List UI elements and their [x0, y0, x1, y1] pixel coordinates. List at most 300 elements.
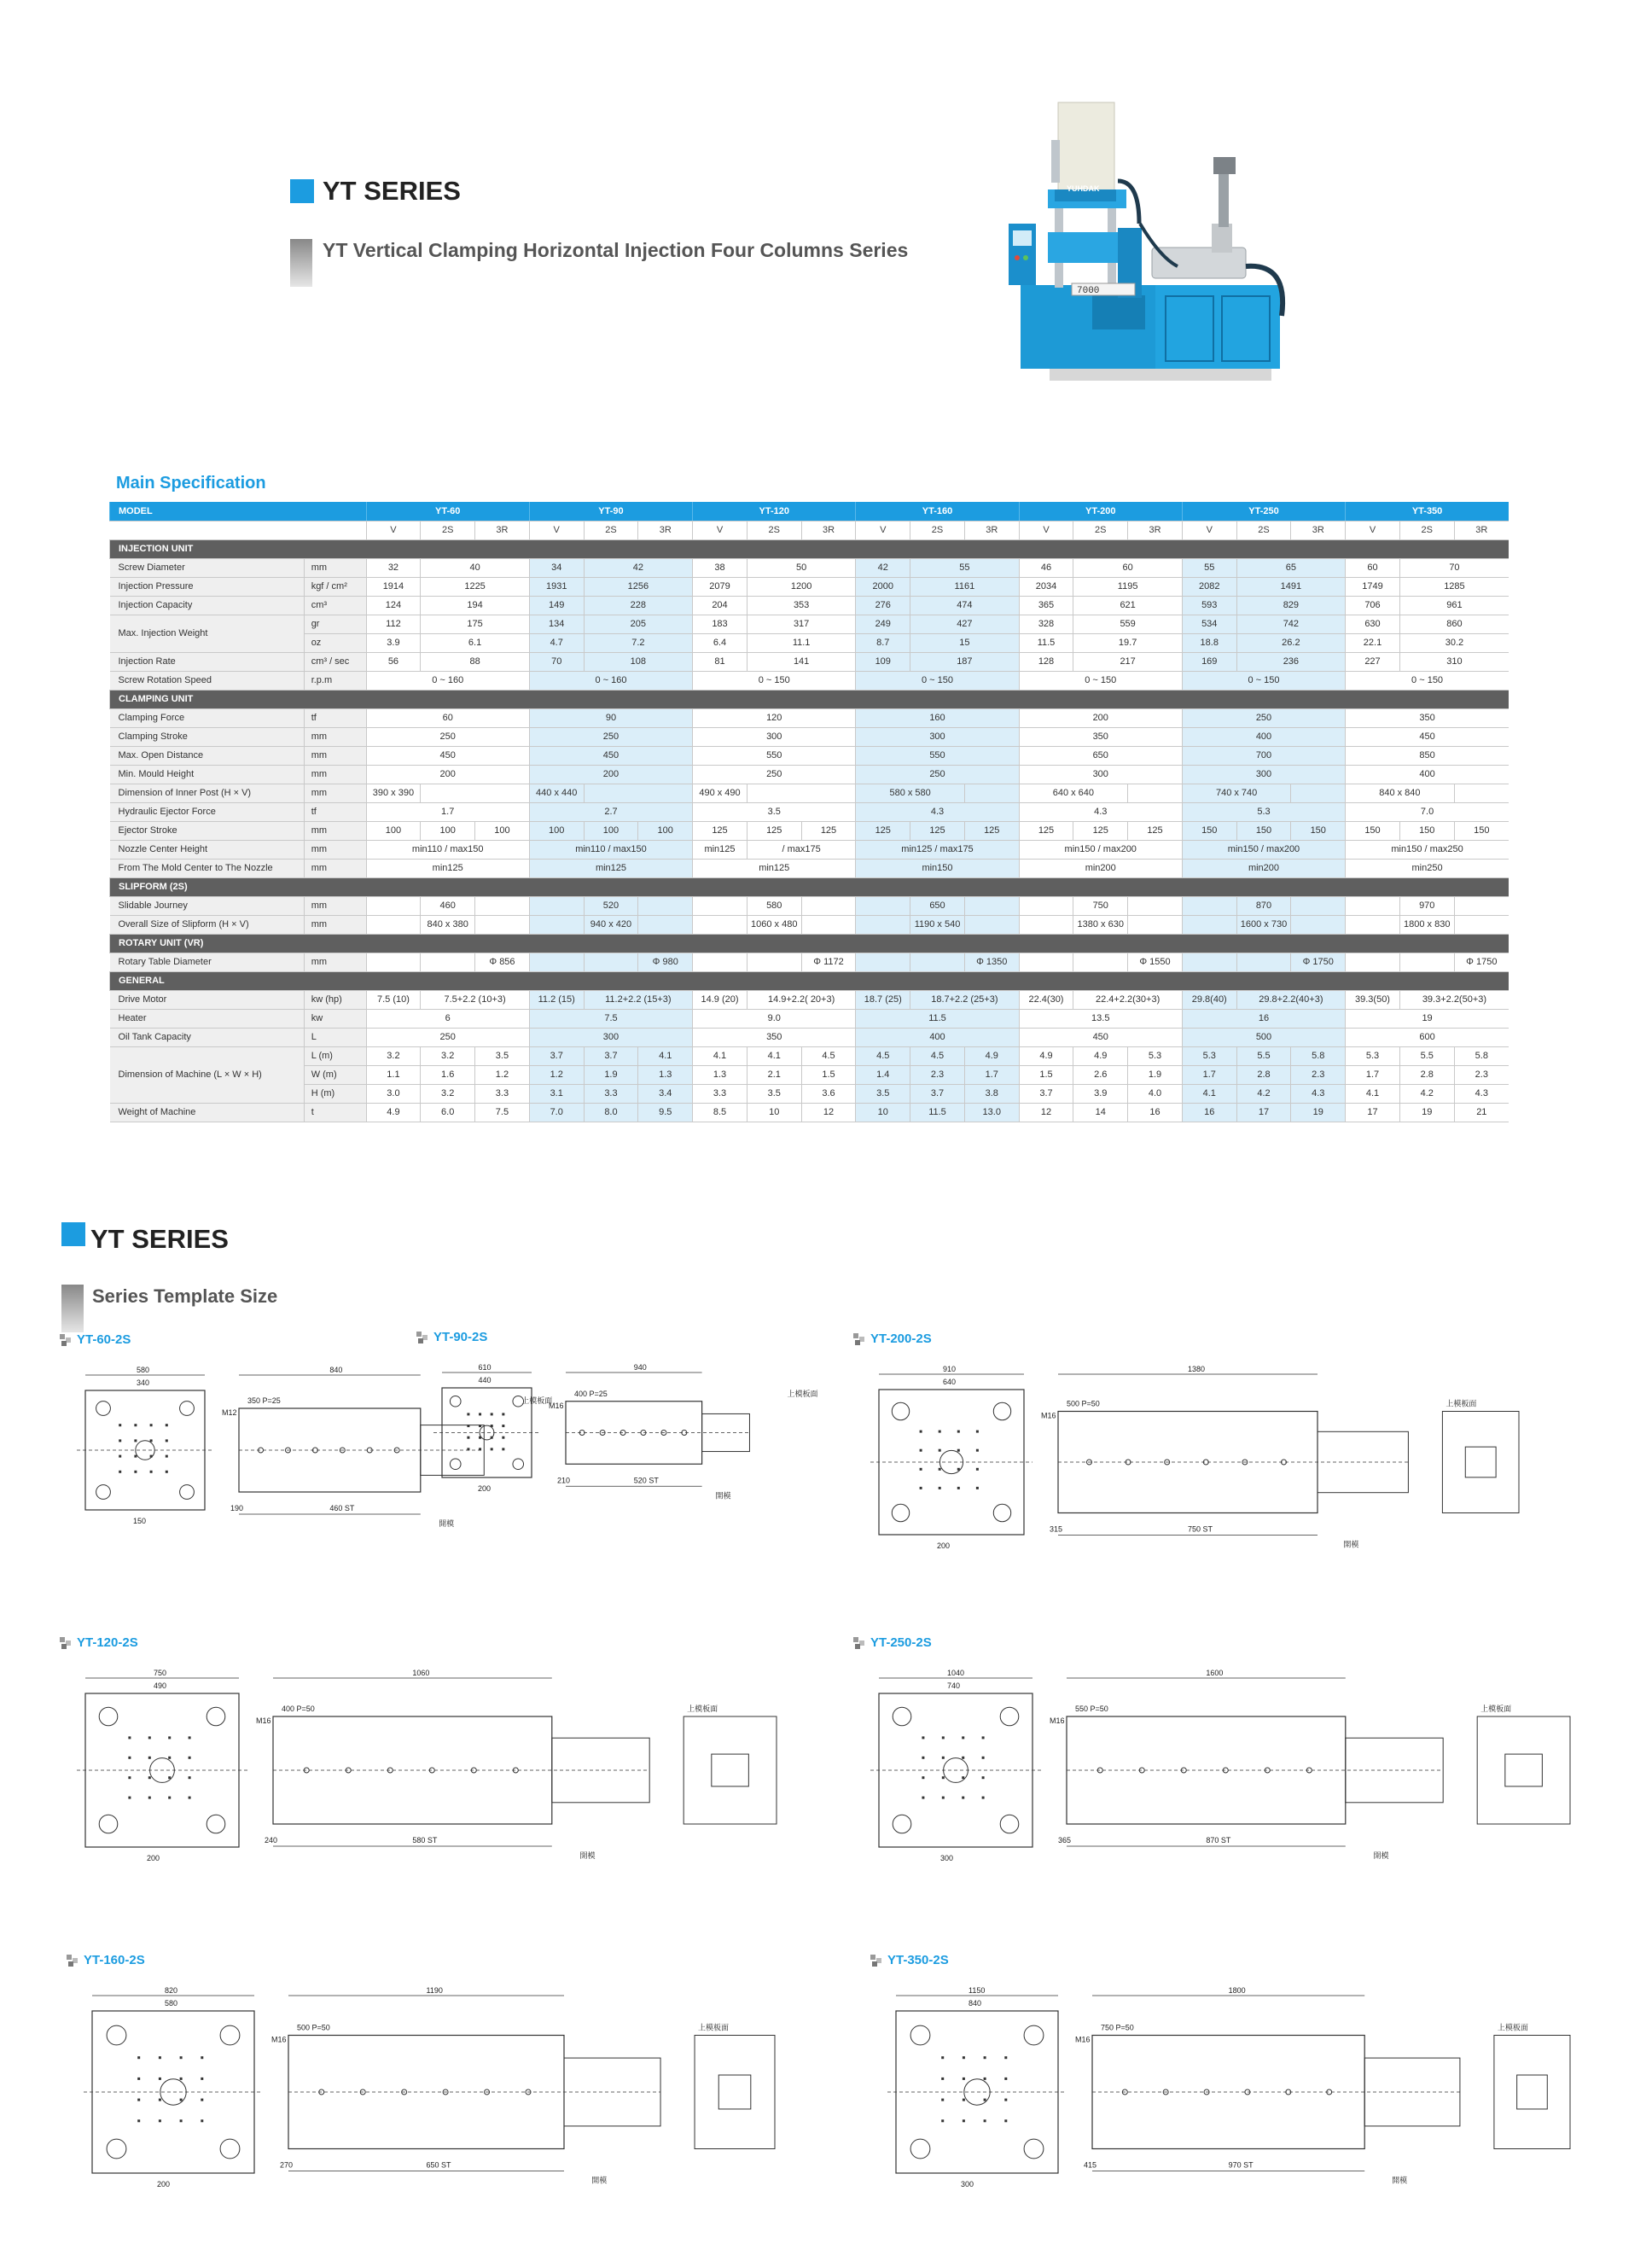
mount-hole: [982, 1797, 985, 1799]
spec-cell: 1060 x 480: [747, 915, 801, 934]
row-unit: mm: [304, 953, 366, 971]
dimension-label: M16: [271, 2035, 287, 2044]
dimension-label: 300: [961, 2180, 974, 2188]
spec-cell: 2.7: [529, 802, 692, 821]
spec-cell: 1.3: [693, 1065, 747, 1084]
spec-cell: 3.2: [421, 1084, 475, 1103]
row-label: Dimension of Inner Post (H × V): [110, 784, 305, 802]
template-drawing: [416, 1362, 818, 1584]
spec-cell: 81: [693, 652, 747, 671]
spec-cell: 1931: [529, 577, 584, 596]
tie-bar-hole: [1000, 1815, 1019, 1833]
spec-cell: 8.5: [693, 1103, 747, 1122]
row-unit: mm: [304, 821, 366, 840]
mount-hole: [189, 1757, 191, 1759]
variant-label: 2S: [1073, 521, 1128, 539]
row-unit: mm: [304, 859, 366, 877]
mount-hole: [942, 1776, 945, 1779]
spec-cell: 6: [366, 1009, 529, 1028]
mount-hole: [976, 1468, 979, 1471]
template-label: YT-250-2S: [870, 1635, 932, 1650]
spec-cell: 8.0: [584, 1103, 638, 1122]
spec-cell: 108: [584, 652, 693, 671]
side-view: [683, 1716, 777, 1824]
spec-cell: 4.7: [529, 633, 584, 652]
spec-cell: 42: [856, 558, 910, 577]
spec-cell: 187: [910, 652, 1020, 671]
spec-cell: [1236, 953, 1291, 971]
mount-hole: [491, 1425, 493, 1427]
spec-cell: 630: [1346, 615, 1400, 633]
spec-cell: 3.3: [475, 1084, 530, 1103]
spec-cell: 706: [1346, 596, 1400, 615]
spec-cell: 4.0: [1128, 1084, 1183, 1103]
spec-row: [110, 1103, 1509, 1122]
spec-cell: 4.9: [366, 1103, 421, 1122]
spec-cell: 300: [1019, 765, 1182, 784]
nozzle-block: [1517, 2075, 1548, 2109]
spec-cell: 1.1: [366, 1065, 421, 1084]
spec-cell: 3.2: [421, 1046, 475, 1065]
spec-cell: 317: [747, 615, 856, 633]
row-unit: mm: [304, 746, 366, 765]
spec-row: [110, 708, 1509, 727]
spec-cell: 70: [1399, 558, 1509, 577]
row-unit: gr: [304, 615, 366, 633]
template-marker-icon: [416, 1332, 428, 1343]
spec-cell: 500: [1182, 1028, 1345, 1046]
model-name: YT-90: [529, 502, 692, 521]
spec-row: [110, 1009, 1509, 1028]
spec-cell: 14.9 (20): [693, 990, 747, 1009]
spec-cell: 2.3: [1291, 1065, 1346, 1084]
row-unit: r.p.m: [304, 671, 366, 690]
mount-hole: [128, 1776, 131, 1779]
spec-cell: 60: [366, 708, 529, 727]
counter-label: 7000: [1077, 286, 1100, 296]
dimension-label: 400 P=25: [574, 1389, 608, 1398]
spec-cell: 150: [1346, 821, 1400, 840]
spec-cell: 2000: [856, 577, 910, 596]
spec-cell: 150: [1182, 821, 1236, 840]
spec-cell: min150 / max200: [1182, 840, 1345, 859]
dimension-label: 1190: [426, 1986, 443, 1995]
dimension-label: 200: [157, 2180, 171, 2188]
spec-cell: 490 x 490: [693, 784, 747, 802]
spec-cell: 1161: [910, 577, 1020, 596]
spec-cell: [1182, 915, 1236, 934]
mount-hole: [982, 1736, 985, 1739]
tie-bar-hole: [993, 1402, 1010, 1419]
tie-bar-hole: [107, 2025, 126, 2045]
spec-cell: min125: [693, 840, 747, 859]
dimension-label: 610: [478, 1363, 492, 1372]
spec-cell: 4.9: [964, 1046, 1019, 1065]
dimension-label: 1040: [947, 1669, 965, 1677]
variant-label: 2S: [584, 521, 638, 539]
spec-cell: [421, 784, 530, 802]
mount-hole: [159, 2078, 161, 2080]
spec-cell: 860: [1399, 615, 1509, 633]
mount-hole: [166, 1439, 168, 1442]
mount-hole: [168, 1757, 171, 1759]
mount-hole: [201, 2078, 203, 2080]
mount-hole: [150, 1424, 153, 1426]
spec-cell: 6.4: [693, 633, 747, 652]
dimension-label: 940: [633, 1363, 647, 1372]
dimension-label: M12: [222, 1408, 237, 1417]
mount-hole: [963, 2099, 965, 2101]
tie-bar-hole: [220, 2025, 240, 2045]
mount-hole: [1004, 2099, 1007, 2101]
spec-cell: 310: [1399, 652, 1509, 671]
spec-cell: [475, 896, 530, 915]
spec-row: [110, 558, 1509, 577]
row-label: Hydraulic Ejector Force: [110, 802, 305, 821]
spec-cell: 17: [1236, 1103, 1291, 1122]
spec-cell: 300: [856, 727, 1019, 746]
spec-cell: [1019, 953, 1073, 971]
subtitle-marker-icon: [290, 239, 312, 287]
spec-cell: 300: [529, 1028, 692, 1046]
spec-cell: 7.2: [584, 633, 693, 652]
mount-hole: [119, 1471, 121, 1473]
mount-hole: [150, 1471, 153, 1473]
spec-cell: min200: [1019, 859, 1182, 877]
variant-blank: [110, 521, 367, 539]
spec-cell: 125: [964, 821, 1019, 840]
spec-cell: min125: [693, 859, 856, 877]
spec-cell: 427: [910, 615, 1020, 633]
spec-table: [109, 502, 1509, 1122]
spec-cell: 7.5: [475, 1103, 530, 1122]
row-unit: kw (hp): [304, 990, 366, 1009]
spec-cell: 580 x 580: [856, 784, 965, 802]
spec-cell: 11.5: [1019, 633, 1073, 652]
model-name: YT-200: [1019, 502, 1182, 521]
row-unit: W (m): [304, 1065, 366, 1084]
dimension-label: 315: [1050, 1524, 1063, 1534]
spec-cell: 2.1: [747, 1065, 801, 1084]
spec-cell: 940 x 420: [584, 915, 638, 934]
spec-cell: 7.5+2.2 (10+3): [421, 990, 530, 1009]
dimension-label: 150: [133, 1517, 147, 1525]
mount-hole: [479, 1448, 481, 1450]
spec-cell: 4.5: [801, 1046, 856, 1065]
spec-cell: 4.1: [747, 1046, 801, 1065]
dimension-label: 1060: [412, 1669, 430, 1677]
row-unit: mm: [304, 896, 366, 915]
spec-cell: 1380 x 630: [1073, 915, 1128, 934]
mount-hole: [180, 2078, 183, 2080]
spec-cell: 534: [1182, 615, 1236, 633]
spec-cell: 29.8(40): [1182, 990, 1236, 1009]
mount-hole: [479, 1425, 481, 1427]
section-general: [110, 971, 1509, 990]
spec-cell: 700: [1182, 746, 1345, 765]
spec-cell: min125: [366, 859, 529, 877]
spec-cell: 740 x 740: [1182, 784, 1291, 802]
tie-bar-hole: [1024, 2025, 1044, 2045]
mount-hole: [957, 1449, 960, 1452]
dimension-label: 200: [147, 1854, 160, 1862]
dimension-label: 820: [165, 1986, 178, 1995]
spec-cell: [693, 915, 747, 934]
dimension-label: 750 ST: [1188, 1524, 1213, 1534]
mount-hole: [159, 2119, 161, 2122]
spec-cell: 11.2+2.2 (15+3): [584, 990, 693, 1009]
spec-cell: 3.1: [529, 1084, 584, 1103]
spec-cell: 11.1: [747, 633, 856, 652]
spec-cell: 3.8: [964, 1084, 1019, 1103]
row-label: Weight of Machine: [110, 1103, 305, 1122]
dimension-label: 1800: [1228, 1986, 1246, 1995]
dimension-label: 500 P=50: [1067, 1399, 1100, 1408]
spec-cell: 5.3: [1182, 1046, 1236, 1065]
tie-bar-hole: [450, 1396, 461, 1407]
variant-label: 3R: [1291, 521, 1346, 539]
spec-cell: 150: [1291, 821, 1346, 840]
spec-row: [110, 765, 1509, 784]
spec-cell: [1019, 915, 1073, 934]
spec-cell: 2.3: [910, 1065, 965, 1084]
spec-cell: 32: [366, 558, 421, 577]
spec-cell: 4.3: [1019, 802, 1182, 821]
spec-cell: 3.3: [584, 1084, 638, 1103]
spec-cell: 3.9: [1073, 1084, 1128, 1103]
spec-cell: 125: [1128, 821, 1183, 840]
mount-hole: [134, 1455, 137, 1458]
spec-cell: 30.2: [1399, 633, 1509, 652]
spec-cell: Φ 1750: [1291, 953, 1346, 971]
spec-cell: 5.5: [1399, 1046, 1454, 1065]
dimension-label: 520 ST: [633, 1476, 659, 1485]
section-rotary: [110, 934, 1509, 953]
spec-cell: 141: [747, 652, 856, 671]
spec-cell: 55: [910, 558, 1020, 577]
mount-hole: [201, 2056, 203, 2059]
spec-cell: 90: [529, 708, 692, 727]
spec-cell: 3.3: [693, 1084, 747, 1103]
dimension-label: 365: [1058, 1836, 1072, 1844]
spec-cell: 13.0: [964, 1103, 1019, 1122]
template-label: YT-350-2S: [887, 1953, 949, 1967]
spec-cell: [1128, 896, 1183, 915]
spec-row: [110, 915, 1509, 934]
spec-cell: 14: [1073, 1103, 1128, 1122]
spec-row: [110, 1046, 1509, 1065]
row-unit: kw: [304, 1009, 366, 1028]
mount-hole: [962, 1736, 964, 1739]
mount-hole: [148, 1736, 151, 1739]
tie-bar-hole: [180, 1402, 195, 1416]
spec-row: [110, 1084, 1509, 1103]
template-subtitle: Series Template Size: [92, 1285, 278, 1307]
brand-label: YUHDAK: [1067, 184, 1100, 193]
row-label: Min. Mould Height: [110, 765, 305, 784]
template-drawing: [853, 1668, 1587, 1890]
spec-cell: [693, 953, 747, 971]
tie-bar-hole: [99, 1815, 118, 1833]
spec-cell: 128: [1019, 652, 1073, 671]
spec-cell: 1600 x 730: [1236, 915, 1291, 934]
spec-cell: 4.1: [1182, 1084, 1236, 1103]
spec-cell: 22.4(30): [1019, 990, 1073, 1009]
machine-image: [998, 96, 1306, 437]
dimension-label: 240: [265, 1836, 278, 1844]
dimension-label: 580 ST: [412, 1836, 438, 1844]
row-unit: mm: [304, 840, 366, 859]
spec-cell: 1.7: [1346, 1065, 1400, 1084]
mount-hole: [939, 1449, 941, 1452]
spec-cell: [529, 896, 584, 915]
spec-row: [110, 615, 1509, 633]
spec-cell: [1454, 784, 1509, 802]
dimension-label: M16: [1041, 1411, 1056, 1420]
spec-cell: 353: [747, 596, 856, 615]
tie-bar-hole: [450, 1459, 461, 1470]
spec-cell: 50: [747, 558, 856, 577]
mount-hole: [150, 1455, 153, 1458]
dimension-label: 300: [940, 1854, 954, 1862]
mount-hole: [963, 2078, 965, 2080]
mount-hole: [467, 1425, 469, 1427]
template-drawing: [870, 1985, 1587, 2216]
spec-cell: 4.5: [856, 1046, 910, 1065]
mount-hole: [920, 1487, 922, 1489]
template-marker-icon: [853, 1637, 865, 1649]
spec-cell: 650: [1019, 746, 1182, 765]
spec-cell: 300: [693, 727, 856, 746]
mount-hole: [137, 2119, 140, 2122]
spec-cell: 1491: [1236, 577, 1346, 596]
spec-cell: 1.5: [801, 1065, 856, 1084]
spec-cell: 400: [856, 1028, 1019, 1046]
variant-label: 2S: [747, 521, 801, 539]
spec-cell: [366, 915, 421, 934]
mount-hole: [119, 1424, 121, 1426]
spec-cell: 175: [421, 615, 530, 633]
spec-cell: 3.5: [693, 802, 856, 821]
spec-cell: 18.7+2.2 (25+3): [910, 990, 1020, 1009]
spec-cell: 1285: [1399, 577, 1509, 596]
dimension-label: M16: [1050, 1716, 1065, 1725]
spec-cell: 250: [529, 727, 692, 746]
spec-cell: 4.1: [1346, 1084, 1400, 1103]
variant-label: V: [529, 521, 584, 539]
spec-cell: 1256: [584, 577, 693, 596]
spec-cell: 26.2: [1236, 633, 1346, 652]
spec-cell: [856, 953, 910, 971]
mount-hole: [128, 1757, 131, 1759]
mount-hole: [119, 1439, 121, 1442]
mount-hole: [159, 2056, 161, 2059]
tie-bar-hole: [513, 1459, 524, 1470]
side-view: [695, 2036, 775, 2149]
spec-cell: 7.5 (10): [366, 990, 421, 1009]
spec-cell: 39.3+2.2(50+3): [1399, 990, 1509, 1009]
spec-cell: [1128, 915, 1183, 934]
template-marker-icon: [60, 1637, 72, 1649]
mount-hole: [166, 1424, 168, 1426]
spec-cell: 112: [366, 615, 421, 633]
spec-cell: 3.5: [747, 1084, 801, 1103]
spec-cell: 250: [1182, 708, 1345, 727]
dimension-label: 500 P=50: [297, 2023, 330, 2032]
spec-cell: 0 ~ 150: [1019, 671, 1182, 690]
spec-cell: [584, 953, 638, 971]
nozzle-block: [718, 2075, 751, 2109]
spec-cell: 1.7: [366, 802, 529, 821]
spec-cell: 8.7: [856, 633, 910, 652]
spec-cell: 850: [1346, 746, 1509, 765]
spec-cell: 13.5: [1019, 1009, 1182, 1028]
row-unit: tf: [304, 708, 366, 727]
mount-hole: [982, 1757, 985, 1759]
spec-cell: 183: [693, 615, 747, 633]
row-unit: cm³: [304, 596, 366, 615]
mount-hole: [982, 1776, 985, 1779]
spec-cell: 580: [747, 896, 801, 915]
spec-cell: 70: [529, 652, 584, 671]
dimension-label: 開模: [1392, 2176, 1408, 2185]
row-unit: kgf / cm²: [304, 577, 366, 596]
spec-cell: 169: [1182, 652, 1236, 671]
spec-row: [110, 727, 1509, 746]
tie-bar-hole: [1000, 1707, 1019, 1726]
variant-label: 3R: [638, 521, 693, 539]
dimension-label: M16: [549, 1401, 564, 1410]
mount-hole: [128, 1797, 131, 1799]
section-slipform: [110, 877, 1509, 896]
spec-cell: 970: [1399, 896, 1454, 915]
mount-hole: [1004, 2119, 1007, 2122]
dimension-label: 開模: [715, 1491, 731, 1501]
mount-hole: [976, 1431, 979, 1433]
row-label: Nozzle Center Height: [110, 840, 305, 859]
spec-cell: 205: [584, 615, 693, 633]
variant-label: 3R: [964, 521, 1019, 539]
spec-cell: 60: [1346, 558, 1400, 577]
spec-cell: 1.4: [856, 1065, 910, 1084]
variant-label: 3R: [475, 521, 530, 539]
mount-hole: [134, 1424, 137, 1426]
dimension-label: 840: [329, 1366, 343, 1374]
row-unit: mm: [304, 915, 366, 934]
mount-hole: [134, 1471, 137, 1473]
section-clamping: [110, 690, 1509, 708]
spec-row: [110, 802, 1509, 821]
dimension-label: 上模板面: [1446, 1399, 1477, 1408]
dimension-label: M16: [256, 1716, 271, 1725]
variant-label: V: [1346, 521, 1400, 539]
spec-cell: 328: [1019, 615, 1073, 633]
page-subtitle: YT Vertical Clamping Horizontal Injection Four Columns Series: [323, 239, 909, 261]
spec-cell: [366, 953, 421, 971]
spec-cell: Φ 980: [638, 953, 693, 971]
dimension-label: 開模: [591, 2176, 608, 2185]
dimension-label: 750 P=50: [1101, 2023, 1134, 2032]
mount-hole: [984, 2056, 986, 2059]
spec-row: [110, 577, 1509, 596]
spec-cell: [1073, 953, 1128, 971]
row-label: Screw Diameter: [110, 558, 305, 577]
mount-hole: [962, 1776, 964, 1779]
row-unit: t: [304, 1103, 366, 1122]
mount-hole: [137, 2078, 140, 2080]
row-label: Max. Open Distance: [110, 746, 305, 765]
spec-row: [110, 840, 1509, 859]
